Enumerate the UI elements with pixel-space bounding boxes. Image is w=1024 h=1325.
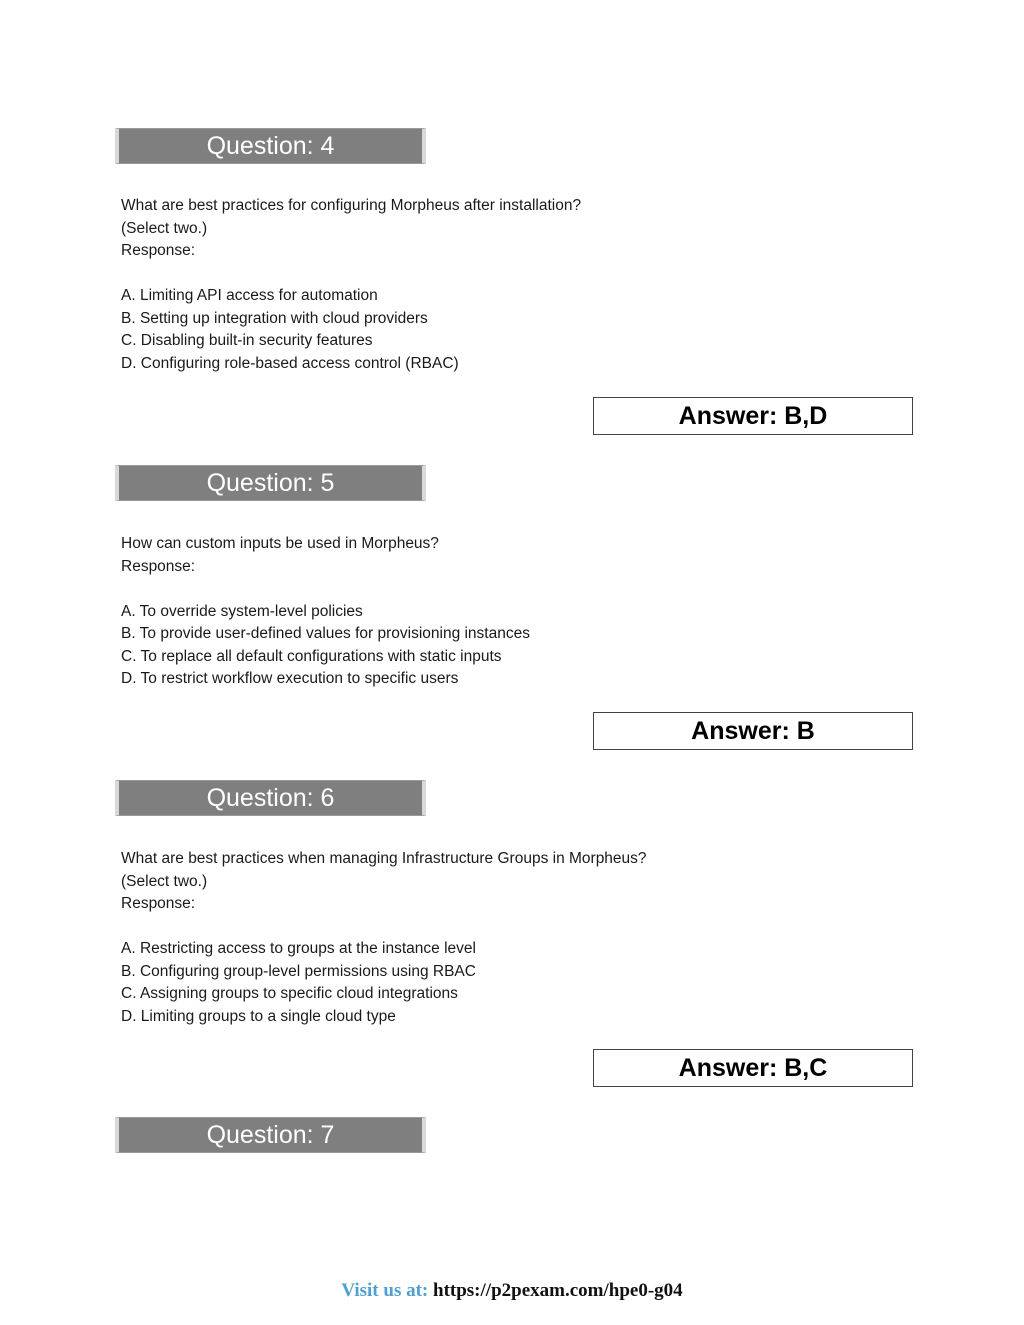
option-c: C. To replace all default configurations with static inputs xyxy=(121,647,502,665)
question-prompt: What are best practices for configuring Morpheus after installation? xyxy=(121,197,582,214)
footer-link[interactable]: https://p2pexam.com/hpe0-g04 xyxy=(433,1280,683,1301)
question-instruction: (Select two.) xyxy=(121,219,208,237)
page-footer xyxy=(0,1280,1024,1302)
question-body xyxy=(121,533,761,691)
option-a: A. Restricting access to groups at the instance level xyxy=(121,940,476,957)
option-c: C. Disabling built-in security features xyxy=(121,332,373,349)
option-c: C. Assigning groups to specific cloud integrations xyxy=(121,985,458,1002)
answer-box: Answer: B xyxy=(593,712,913,750)
question-heading: Question: 7 xyxy=(115,1117,426,1153)
option-b: B. Configuring group-level permissions using RBAC xyxy=(121,962,476,980)
option-a: A. Limiting API access for automation xyxy=(121,287,378,304)
question-body xyxy=(121,848,761,1028)
response-label: Response: xyxy=(121,242,196,259)
answer-box: Answer: B,C xyxy=(593,1049,913,1087)
question-body xyxy=(121,195,761,375)
option-a: A. To override system-level policies xyxy=(121,602,363,620)
option-b: B. Setting up integration with cloud providers xyxy=(121,309,428,327)
option-b: B. To provide user-defined values for provisioning instances xyxy=(121,625,530,642)
question-heading: Question: 6 xyxy=(115,780,426,816)
question-prompt: How can custom inputs be used in Morpheus? xyxy=(121,535,439,552)
question-instruction: (Select two.) xyxy=(121,872,208,890)
response-label: Response: xyxy=(121,557,196,575)
option-d: D. Limiting groups to a single cloud type xyxy=(121,1007,396,1025)
answer-box: Answer: B,D xyxy=(593,397,913,435)
question-prompt: What are best practices when managing Infrastructure Groups in Morpheus? xyxy=(121,850,647,867)
question-heading: Question: 4 xyxy=(115,128,426,164)
response-label: Response: xyxy=(121,895,196,912)
footer-lead: Visit us at: xyxy=(341,1280,429,1301)
option-d: D. To restrict workflow execution to specific users xyxy=(121,670,459,687)
option-d: D. Configuring role-based access control (RBAC) xyxy=(121,354,459,372)
question-heading: Question: 5 xyxy=(115,465,426,501)
